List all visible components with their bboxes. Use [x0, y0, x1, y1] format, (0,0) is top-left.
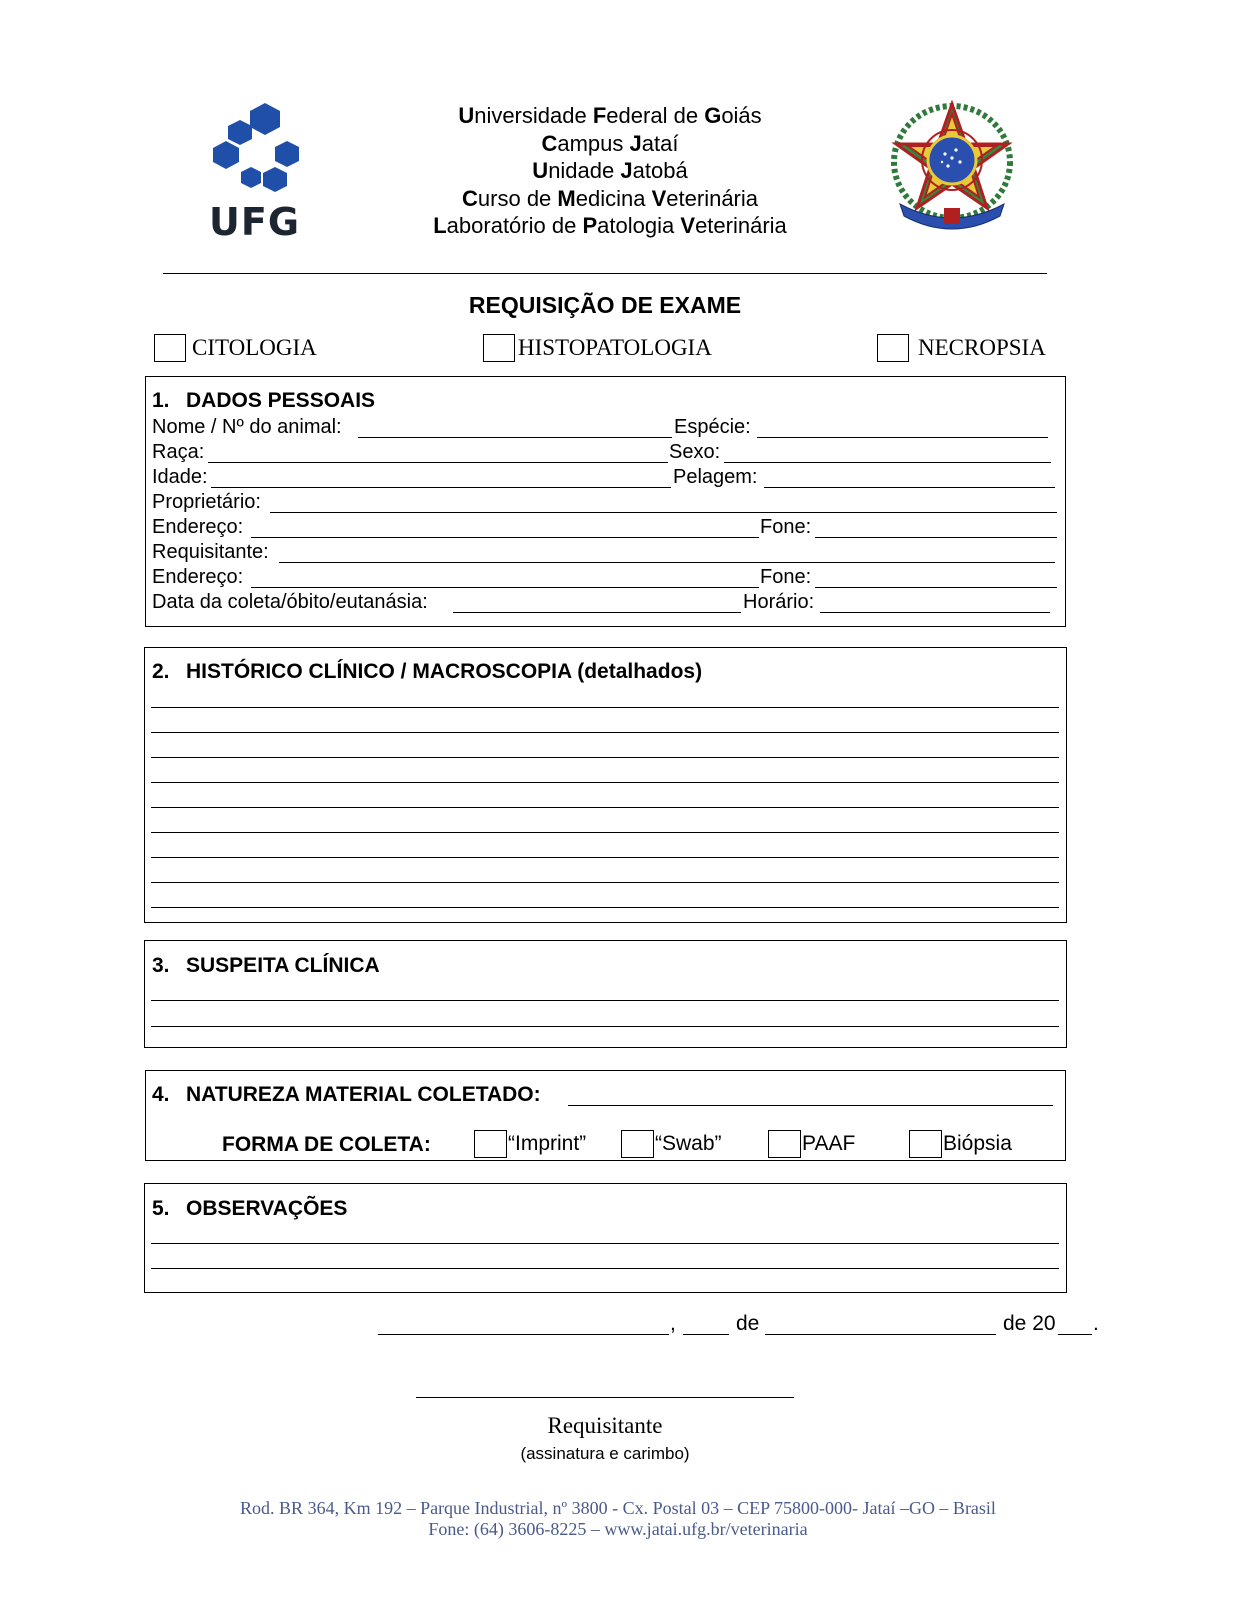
ufg-hexagon-icon: [205, 100, 305, 200]
city-field[interactable]: [378, 1334, 669, 1335]
exam-option-necropsia[interactable]: [877, 333, 1046, 363]
section-5-label: OBSERVAÇÕES: [186, 1197, 348, 1220]
forma-coleta-label: FORMA DE COLETA:: [222, 1133, 431, 1156]
row-nome-especie: [152, 416, 1062, 438]
section-3-number: 3.: [152, 954, 170, 977]
section-5-title: [152, 1197, 347, 1221]
swab-label: “Swab”: [655, 1132, 722, 1155]
fone-field-2[interactable]: [815, 587, 1057, 588]
section-1-number: 1.: [152, 389, 170, 412]
section-1-title: [152, 389, 375, 413]
endereco-label-1: Endereço:: [152, 516, 244, 538]
necropsia-checkbox[interactable]: [877, 334, 909, 362]
row-endereco-fone-1: [152, 516, 1062, 538]
historico-line-9[interactable]: [151, 907, 1059, 908]
historico-line-5[interactable]: [151, 807, 1059, 808]
paaf-checkbox[interactable]: [768, 1130, 801, 1158]
pelagem-label: Pelagem:: [673, 466, 758, 488]
imprint-label: “Imprint”: [508, 1132, 587, 1155]
observacoes-line-1[interactable]: [151, 1243, 1059, 1244]
raca-label: Raça:: [152, 441, 205, 463]
suspeita-line-2[interactable]: [151, 1026, 1059, 1027]
data-coleta-field[interactable]: [453, 612, 741, 613]
observacoes-line-2[interactable]: [151, 1268, 1059, 1269]
section-2-label: HISTÓRICO CLÍNICO / MACROSCOPIA (detalhados): [186, 660, 703, 683]
endereco-field-2[interactable]: [251, 587, 759, 588]
historico-line-6[interactable]: [151, 832, 1059, 833]
citologia-label: CITOLOGIA: [192, 335, 317, 360]
section-3-title: [152, 954, 380, 978]
row-endereco-fone-2: [152, 566, 1062, 588]
historico-line-4[interactable]: [151, 782, 1059, 783]
brazil-coat-of-arms: [890, 100, 1020, 242]
historico-line-3[interactable]: [151, 757, 1059, 758]
data-coleta-label: Data da coleta/óbito/eutanásia:: [152, 591, 428, 613]
necropsia-label: NECROPSIA: [918, 335, 1046, 360]
historico-line-8[interactable]: [151, 882, 1059, 883]
sexo-field[interactable]: [724, 462, 1051, 463]
especie-field[interactable]: [757, 437, 1048, 438]
natureza-material-field[interactable]: [568, 1105, 1053, 1106]
coleta-option-biopsia[interactable]: [909, 1130, 1012, 1158]
section-4-title: [152, 1083, 541, 1107]
coleta-option-paaf[interactable]: [768, 1130, 855, 1158]
horario-label: Horário:: [743, 591, 815, 613]
fone-field-1[interactable]: [815, 537, 1057, 538]
date-period: .: [1093, 1312, 1099, 1335]
idade-label: Idade:: [152, 466, 208, 488]
fone-label-2: Fone:: [760, 566, 812, 588]
ufg-logo: [205, 100, 305, 245]
paaf-label: PAAF: [802, 1132, 856, 1155]
date-de-1: de: [736, 1312, 760, 1335]
row-proprietario: [152, 491, 1062, 513]
histopatologia-label: HISTOPATOLOGIA: [518, 335, 712, 360]
historico-line-7[interactable]: [151, 857, 1059, 858]
sexo-label: Sexo:: [669, 441, 721, 463]
institution-line-3: Unidade Jatobá: [532, 158, 688, 183]
endereco-field-1[interactable]: [251, 537, 759, 538]
section-1-label: DADOS PESSOAIS: [186, 389, 376, 412]
institution-line-1: Universidade Federal de Goiás: [458, 103, 762, 128]
footer-line-2: Fone: (64) 3606-8225 – www.jatai.ufg.br/veterinaria: [428, 1519, 808, 1539]
requisitante-label: Requisitante:: [152, 541, 269, 563]
swab-checkbox[interactable]: [621, 1130, 654, 1158]
coleta-option-swab[interactable]: [621, 1130, 722, 1158]
day-field[interactable]: [683, 1334, 729, 1335]
section-5-number: 5.: [152, 1197, 170, 1220]
exam-option-citologia[interactable]: [154, 333, 317, 363]
section-3-label: SUSPEITA CLÍNICA: [186, 954, 380, 977]
pelagem-field[interactable]: [764, 487, 1055, 488]
institution-line-2: Campus Jataí: [541, 130, 679, 156]
endereco-label-2: Endereço:: [152, 566, 244, 588]
footer-line-1: Rod. BR 364, Km 192 – Parque Industrial, nº 3800 - Cx. Postal 03 – CEP 75800-000- Jataí –GO – Brasil: [240, 1498, 996, 1518]
year-field[interactable]: [1058, 1334, 1092, 1335]
row-raca-sexo: [152, 441, 1062, 463]
signature-subtitle: (assinatura e carimbo): [520, 1444, 690, 1463]
suspeita-line-1[interactable]: [151, 1000, 1059, 1001]
citologia-checkbox[interactable]: [154, 334, 186, 362]
historico-line-2[interactable]: [151, 732, 1059, 733]
historico-line-1[interactable]: [151, 707, 1059, 708]
section-4-label: NATUREZA MATERIAL COLETADO:: [186, 1083, 541, 1106]
date-de-2: de 20: [1003, 1312, 1056, 1335]
imprint-checkbox[interactable]: [474, 1130, 507, 1158]
section-2-title: [152, 660, 702, 684]
signature-title: Requisitante: [547, 1413, 663, 1438]
biopsia-label: Biópsia: [943, 1132, 1012, 1155]
exam-option-histopatologia[interactable]: [483, 333, 712, 363]
header-divider: [163, 273, 1047, 274]
ufg-logo-text: UFG: [209, 200, 301, 244]
row-data-horario: [152, 591, 1062, 613]
row-requisitante: [152, 541, 1062, 563]
nome-field[interactable]: [358, 437, 672, 438]
page-title: REQUISIÇÃO DE EXAME: [468, 292, 742, 318]
idade-field[interactable]: [211, 487, 671, 488]
nome-label: Nome / Nº do animal:: [152, 416, 342, 438]
footer-address: [150, 1498, 1086, 1540]
proprietario-field[interactable]: [270, 512, 1057, 513]
biopsia-checkbox[interactable]: [909, 1130, 942, 1158]
section-2-number: 2.: [152, 660, 170, 683]
requisitante-field[interactable]: [279, 562, 1055, 563]
institution-line-4: Curso de Medicina Veterinária: [462, 185, 758, 211]
row-idade-pelagem: [152, 466, 1062, 488]
institution-header: [390, 102, 830, 240]
histopatologia-checkbox[interactable]: [483, 334, 515, 362]
fone-label-1: Fone:: [760, 516, 812, 538]
raca-field[interactable]: [208, 462, 668, 463]
proprietario-label: Proprietário:: [152, 491, 261, 513]
horario-field[interactable]: [820, 612, 1050, 613]
month-field[interactable]: [765, 1334, 996, 1335]
coleta-option-imprint[interactable]: [474, 1130, 586, 1158]
coat-of-arms-icon: [890, 100, 1020, 242]
section-4-number: 4.: [152, 1083, 170, 1106]
date-comma: ,: [670, 1312, 676, 1335]
institution-line-5: Laboratório de Patologia Veterinária: [433, 213, 787, 238]
especie-label: Espécie:: [674, 416, 751, 438]
signature-line[interactable]: [416, 1397, 794, 1398]
